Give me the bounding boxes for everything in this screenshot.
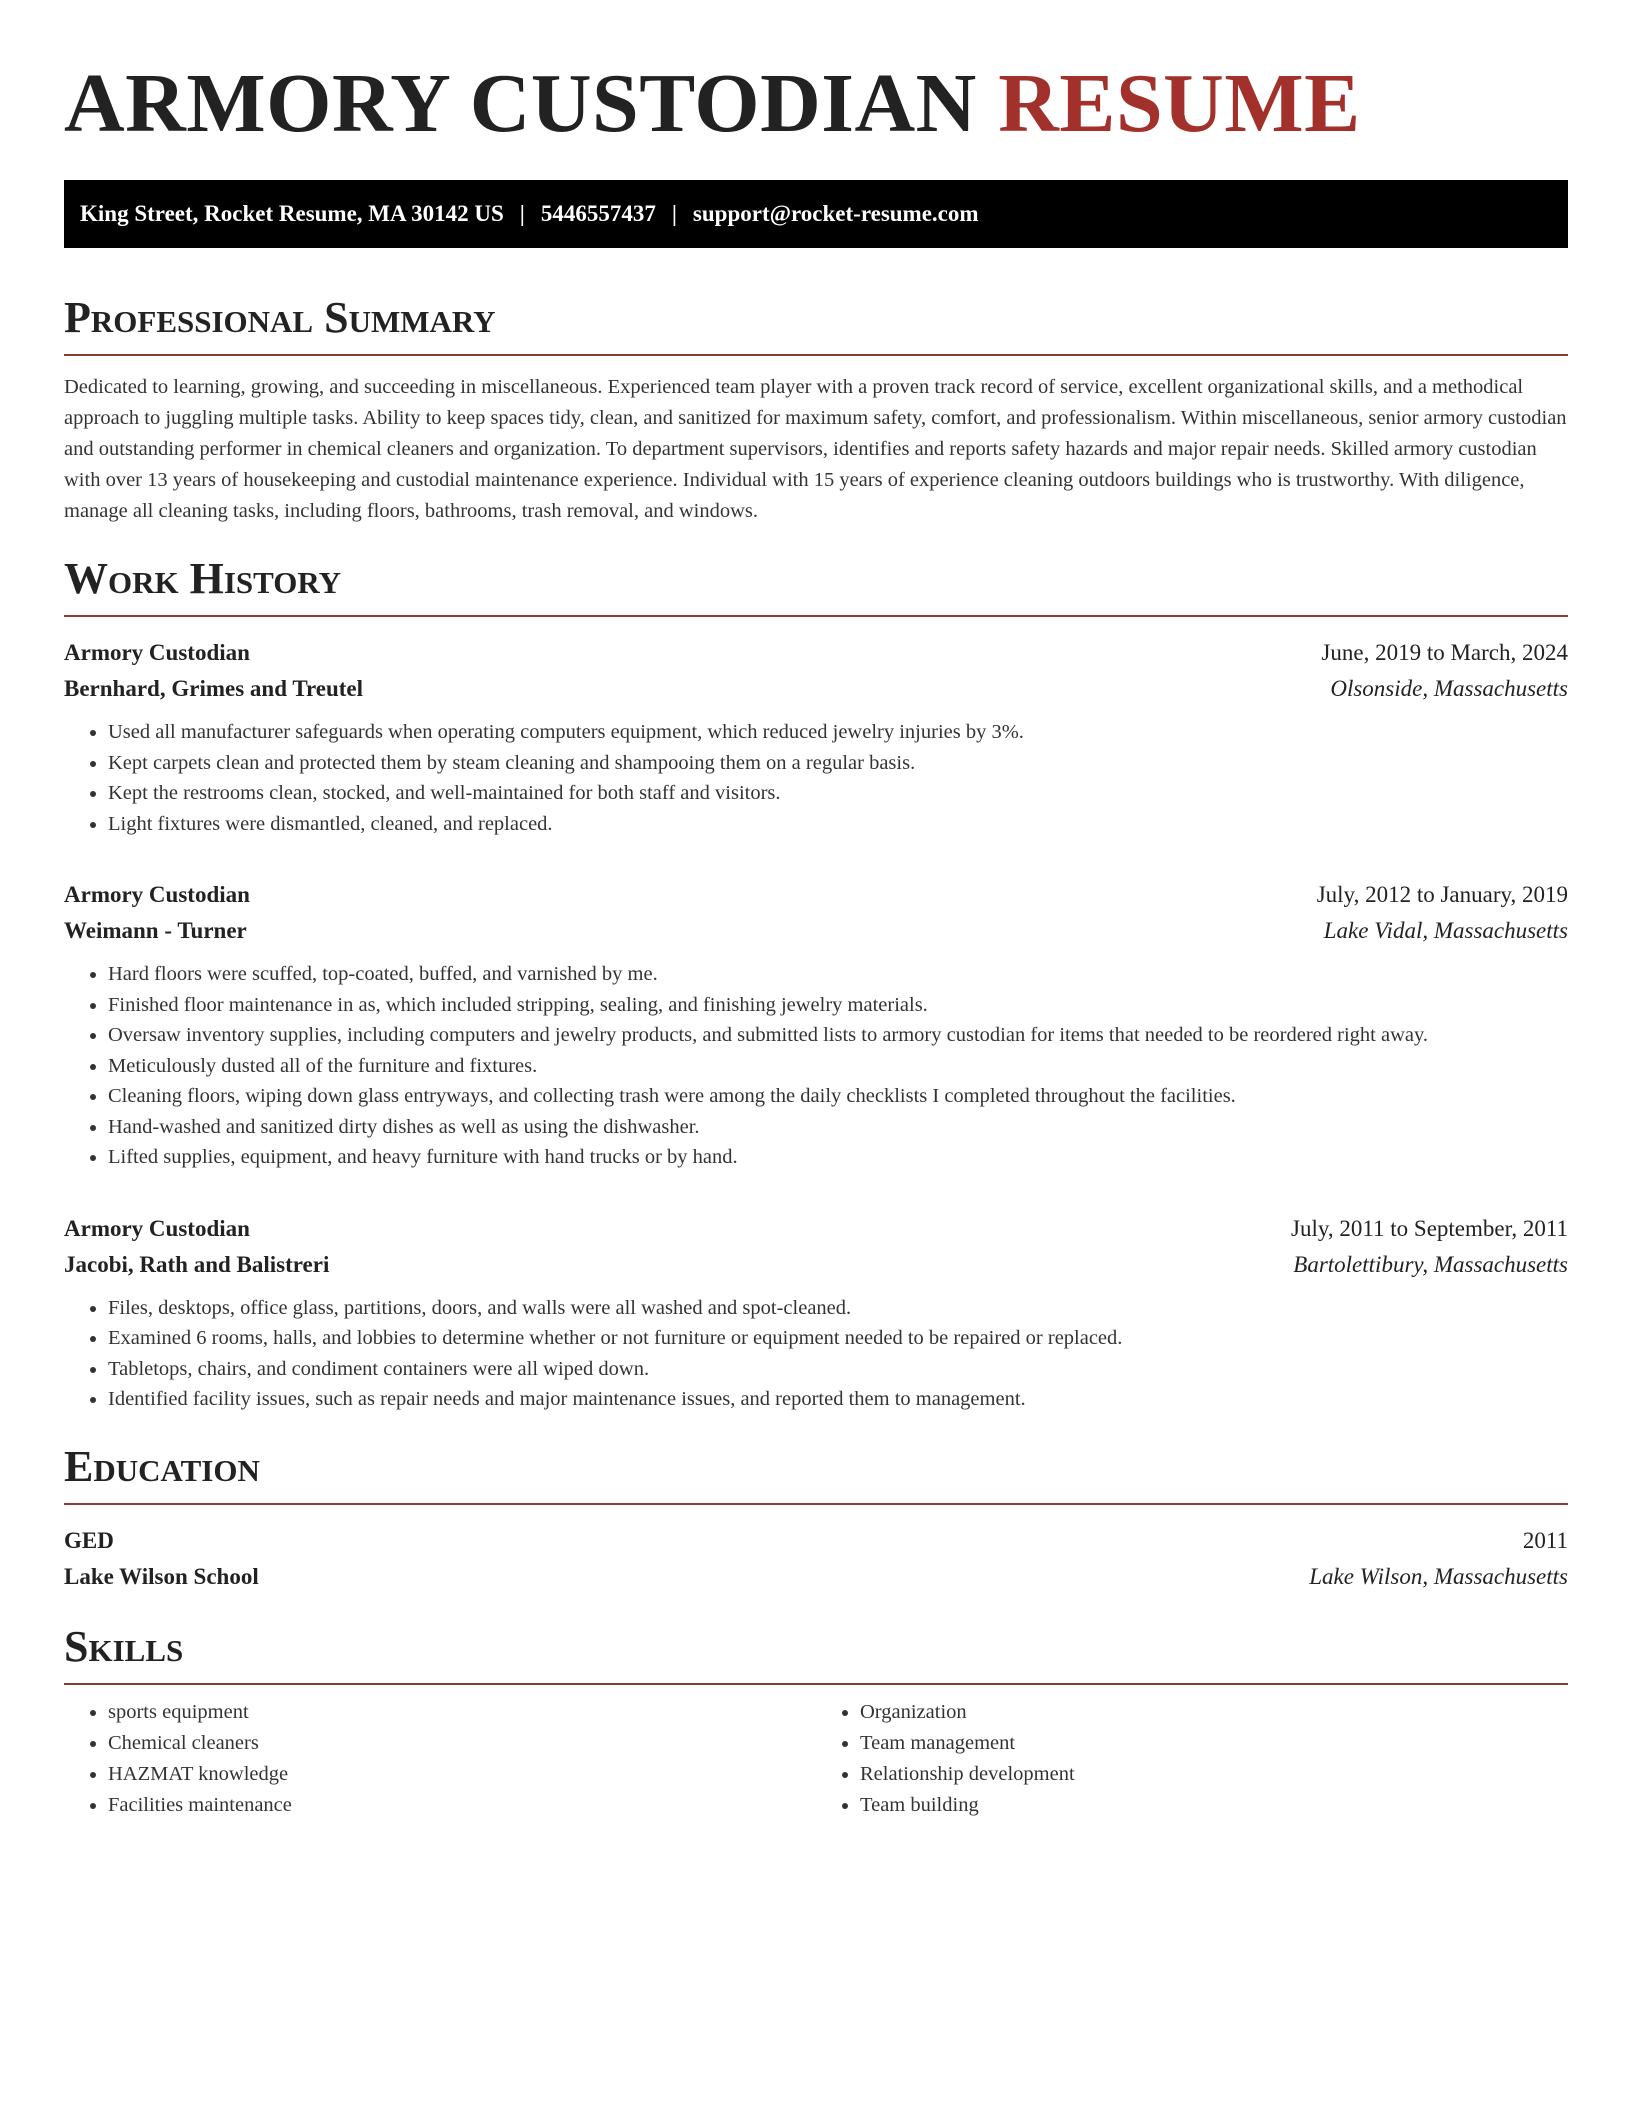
title-accent: RESUME [998, 57, 1361, 150]
summary-heading: Professional Summary [64, 292, 1568, 356]
skill-item: • Team management [860, 1728, 1568, 1759]
education-year: 2011 [1522, 1527, 1568, 1553]
skill-item: • Chemical cleaners [108, 1728, 816, 1759]
resume-title [64, 56, 1568, 152]
job-bullet: • Kept the restrooms clean, stocked, and well-maintained for both staff and visitors. [108, 778, 1568, 809]
summary-text: Dedicated to learning, growing, and succeeding in miscellaneous. Experienced team player with a proven track record of service, excellent organizational skills, and a methodical approach to juggling multiple tasks. Ability to keep spaces tidy, clean, and sanitized for maximum safety, comfort, and professionalism. Within miscellaneous, senior armory custodian and outstanding performer in chemical cleaners and organization. To department supervisors, identifies and reports safety hazards and major repair needs. Skilled armory custodian with over 13 years of housekeeping and custodial maintenance experience. Individual with 15 years of experience cleaning outdoors buildings who is trustworthy. With diligence, manage all cleaning tasks, including floors, bathrooms, trash removal, and windows. [64, 376, 1567, 522]
education-location: Lake Wilson, Massachusetts [1309, 1563, 1568, 1589]
education-entry [64, 1523, 1568, 1595]
job-bullet: • Finished floor maintenance in as, which included stripping, sealing, and finishing jewelry materials. [108, 990, 1568, 1021]
job-entry [64, 635, 1568, 839]
job-bullet: • Kept carpets clean and protected them by steam cleaning and shampooing them on a regular basis. [108, 748, 1568, 779]
job-dates: June, 2019 to March, 2024 [1321, 640, 1568, 665]
job-company: Bernhard, Grimes and Treutel [64, 676, 363, 701]
job-company: Jacobi, Rath and Balistreri [64, 1251, 330, 1277]
skill-item: • HAZMAT knowledge [108, 1759, 816, 1790]
job-bullet: • Identified facility issues, such as repair needs and major maintenance issues, and reported them to management. [108, 1384, 1568, 1415]
job-dates: July, 2011 to September, 2011 [1291, 1215, 1568, 1241]
education-school: Lake Wilson School [64, 1563, 259, 1589]
education-degree: GED [64, 1527, 114, 1553]
job-bullet: • Files, desktops, office glass, partitions, doors, and walls were all washed and spot-cleaned. [108, 1293, 1568, 1324]
job-bullet: • Meticulously dusted all of the furniture and fixtures. [108, 1051, 1568, 1082]
work-history-heading: Work History [64, 553, 1568, 617]
job-location: Lake Vidal, Massachusetts [1323, 918, 1568, 943]
job-bullet: • Used all manufacturer safeguards when operating computers equipment, which reduced jewelry injuries by 3%. [108, 717, 1568, 748]
job-bullet: • Oversaw inventory supplies, including computers and jewelry products, and submitted lists to armory custodian for items that needed to be reordered right away. [108, 1020, 1568, 1051]
skill-item: • Relationship development [860, 1759, 1568, 1790]
job-company: Weimann - Turner [64, 918, 247, 943]
job-bullet: • Examined 6 rooms, halls, and lobbies to determine whether or not furniture or equipment needed to be repaired or replaced. [108, 1323, 1568, 1354]
job-bullet: • Lifted supplies, equipment, and heavy furniture with hand trucks or by hand. [108, 1142, 1568, 1173]
contact-phone: 5446557437 [540, 201, 656, 226]
skill-item: • Facilities maintenance [108, 1790, 816, 1821]
job-entry [64, 1211, 1568, 1415]
skills-column-left [64, 1697, 816, 1821]
job-bullet: • Light fixtures were dismantled, cleaned, and replaced. [108, 809, 1568, 840]
skills-column-right [816, 1697, 1568, 1821]
contact-bar [64, 180, 1568, 248]
job-location: Bartolettibury, Massachusetts [1293, 1251, 1568, 1277]
job-dates: July, 2012 to January, 2019 [1316, 882, 1568, 907]
job-bullet: • Hand-washed and sanitized dirty dishes as well as using the dishwasher. [108, 1112, 1568, 1143]
title-main: ARMORY CUSTODIAN [64, 57, 977, 150]
job-bullet: • Cleaning floors, wiping down glass entryways, and collecting trash were among the daily checklists I completed throughout the facilities. [108, 1081, 1568, 1112]
job-bullets [64, 717, 1568, 839]
job-title: Armory Custodian [64, 640, 250, 665]
contact-separator: | [671, 201, 677, 226]
skills-list [64, 1697, 1568, 1821]
job-bullets [64, 959, 1568, 1173]
job-title: Armory Custodian [64, 882, 250, 907]
contact-email: support@rocket-resume.com [692, 201, 979, 226]
skill-item: • Team building [860, 1790, 1568, 1821]
job-bullet: • Hard floors were scuffed, top-coated, buffed, and varnished by me. [108, 959, 1568, 990]
job-entry [64, 877, 1568, 1173]
job-bullet: • Tabletops, chairs, and condiment containers were all wiped down. [108, 1354, 1568, 1385]
skill-item: • Organization [860, 1697, 1568, 1728]
job-bullets [64, 1293, 1568, 1415]
education-heading: Education [64, 1441, 1568, 1505]
skills-heading: Skills [64, 1621, 1568, 1685]
contact-address: King Street, Rocket Resume, MA 30142 US [80, 201, 504, 226]
skill-item: • sports equipment [108, 1697, 816, 1728]
job-title: Armory Custodian [64, 1215, 250, 1241]
contact-separator: | [519, 201, 525, 226]
job-location: Olsonside, Massachusetts [1330, 676, 1568, 701]
